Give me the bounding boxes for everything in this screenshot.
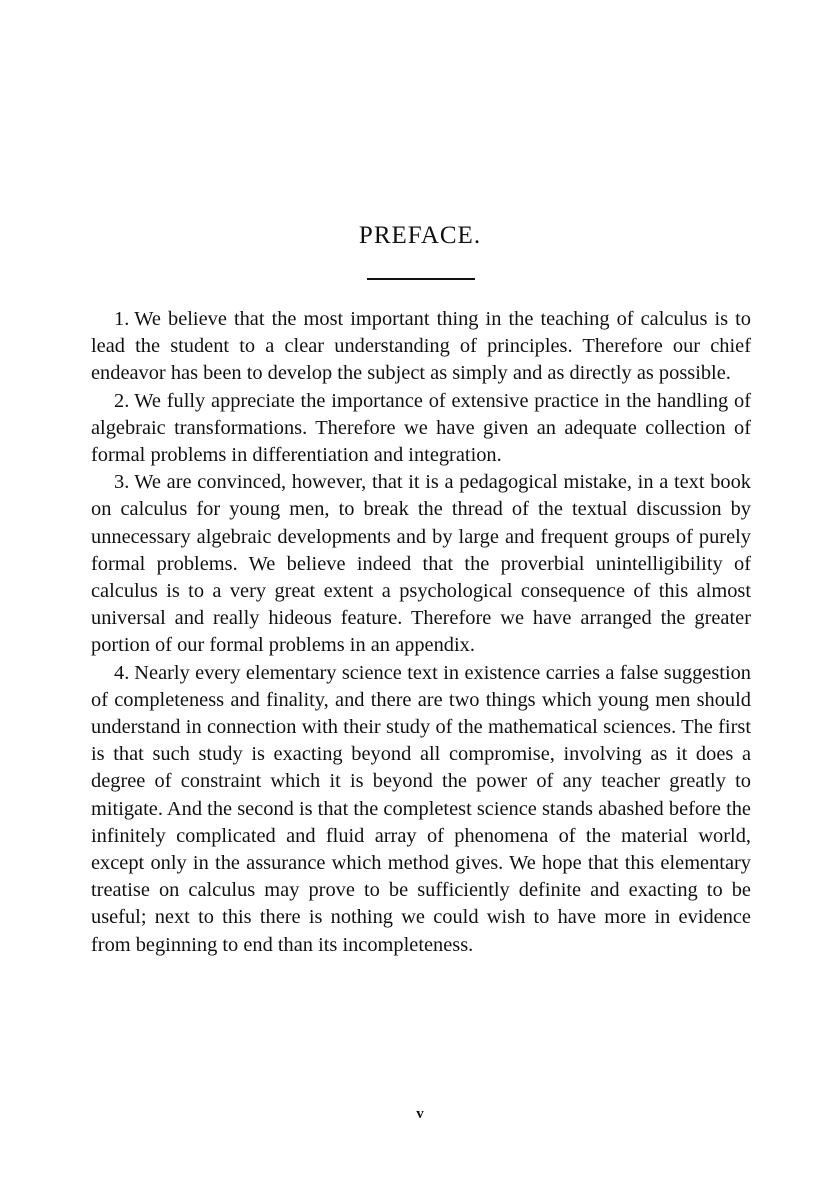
page-number: v [416,1106,424,1122]
paragraph-number: 3. [114,471,130,494]
paragraph-text: We are convinced, however, that it is a pedagogical mistake, in a text book on calculus for young men, to break the thread of the textual discussion by unnecessary algebraic developments and by large and frequent groups of purely formal problems. We believe indeed that the proverbial unintelligibility of calculus is to a very great extent a psychological consequence of this almost universal and really hideous feature. Therefore we have arranged the greater portion of our formal problems in an appendix. [91,471,751,657]
paragraph-number: 4. [114,661,130,684]
page-title: PREFACE. [358,222,482,249]
paragraph-1 [91,306,751,388]
paragraph-text: We fully appreciate the importance of extensive practice in the handling of algebraic transformations. Therefore we have given an adequate collection of formal problems in differentiation and integration. [91,389,751,467]
preface-body [91,306,751,959]
paragraph-2 [91,388,751,470]
paragraph-text: Nearly every elementary science text in existence carries a false suggestion of completeness and finality, and there are two things which young men should understand in connection with their study of the mathematical sciences. The first is that such study is exacting beyond all compromise, involving as it does a degree of constraint which it is beyond the power of any teacher greatly to mitigate. And the second is that the completest science stands abashed before the infinitely complicated and fluid array of phenomena of the material world, except only in the assurance which method gives. We hope that this elementary treatise on calculus may prove to be sufficiently definite and exacting to be useful; next to this there is nothing we could wish to have more in evidence from beginning to end than its incompleteness. [91,661,751,956]
title-rule [367,278,475,280]
paragraph-number: 1. [114,308,130,330]
paragraph-3 [91,469,751,659]
paragraph-text: We believe that the most important thing in the teaching of calculus is to lead the student to a clear understanding of principles. Therefore our chief endeavor has been to develop the subject as simply and as directly as possible. [91,308,751,385]
paragraph-4 [91,660,751,959]
paragraph-number: 2. [114,389,130,412]
